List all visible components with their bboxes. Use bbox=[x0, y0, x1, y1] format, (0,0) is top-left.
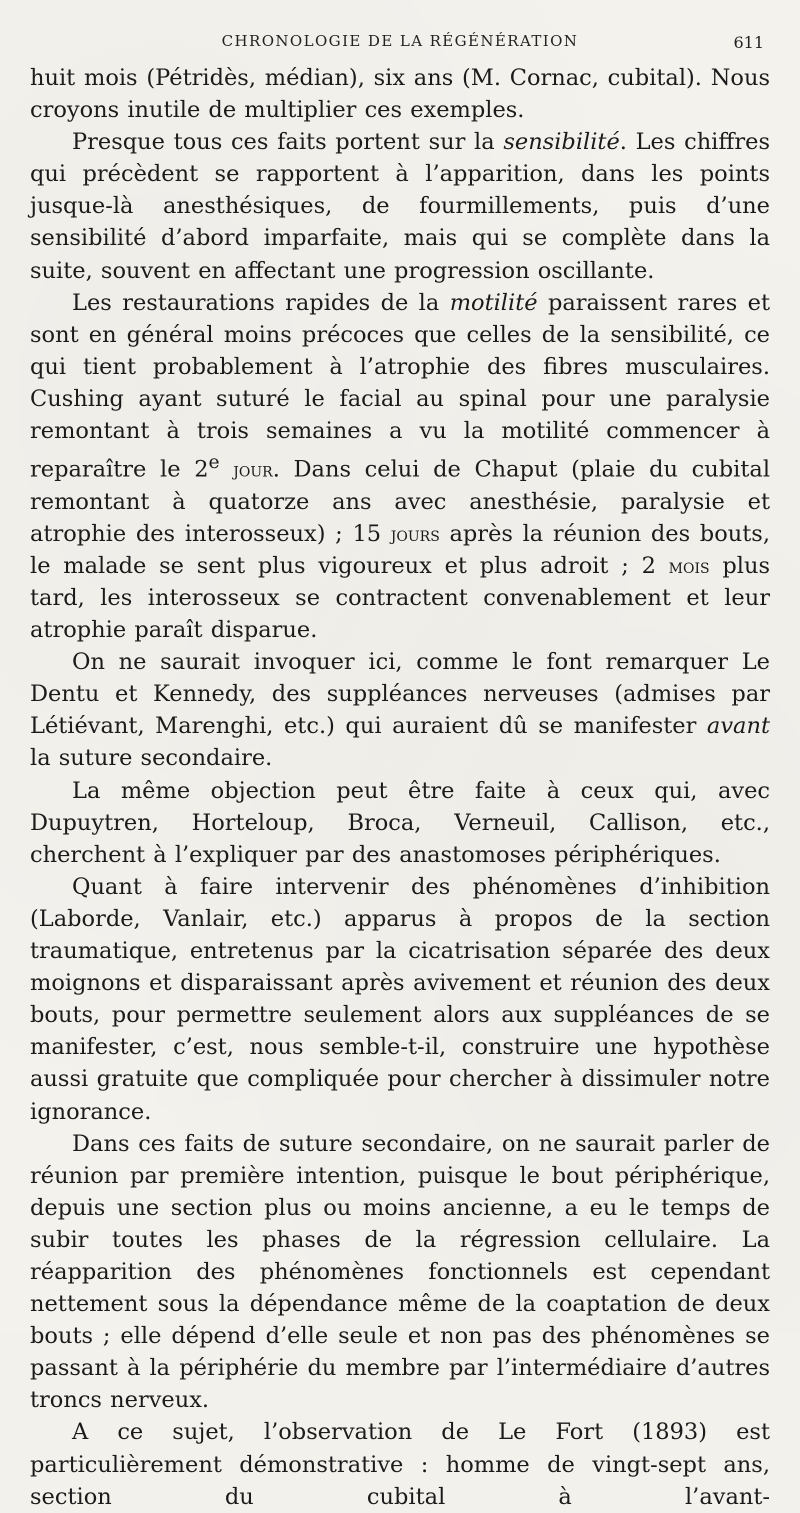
body-text bbox=[30, 62, 770, 1513]
ordinal-suffix: e bbox=[208, 452, 220, 474]
paragraph-3-text-b: paraissent rares et sont en général moins précoces que celles de la sensibilité, ce qui tient probablement à l’atrophie des fibres musculaires. Cushing ayant suturé le facial au spinal pour une paralysie remontant à trois semaines a vu la motilité commencer à reparaître le bbox=[30, 289, 771, 483]
paragraph-2-text-end: . Les chiffres qui précèdent se rapportent à l’apparition, dans les points jusque-là anesthésiques, de fourmillements, puis d’une sensibilité d’abord imparfaite, mais qui se complète dans la suite, souvent en affectant une progression oscillante. bbox=[30, 129, 770, 284]
paragraph-8 bbox=[30, 1416, 770, 1512]
paragraph-1-text: huit mois (Pétridès, médian), six ans (M. Cornac, cubital). Nous croyons inutile de multiplier ces exemples. bbox=[30, 65, 770, 124]
paragraph-8-text: A ce sujet, l’observation de Le Fort (1893) est particulièrement démonstrative : homme de vingt-sept ans, section du cubital à l’avant- bbox=[30, 1419, 770, 1510]
months-number: 2 bbox=[641, 552, 656, 579]
paragraph-4-text-start: On ne saurait invoquer ici, comme le font remarquer Le Dentu et Kennedy, des suppléances nerveuses (admises par Létiévant, Marenghi, etc.) qui auraient dû se manifester bbox=[30, 649, 770, 740]
paragraph-3-text-c: . Dans celui de Chaput (plaie du cubital remontant à quatorze ans avec anesthésie, paralysie et atrophie des interosseux) ; bbox=[30, 456, 771, 547]
paragraph-7-text: Dans ces faits de suture secondaire, on ne saurait parler de réunion par première intention, puisque le bout périphérique, depuis une section plus ou moins ancienne, a eu le temps de subir toutes les phases de la régression cellulaire. La réapparition des phénomènes fonctionnels est cependant nettement sous la dépendance même de la coaptation de deux bouts ; elle dépend d’elle seule et non pas des phénomènes se passant à la périphérie du membre par l’intermédiaire d’autres troncs nerveux. bbox=[30, 1130, 770, 1414]
unit-jours: jours bbox=[390, 521, 440, 546]
paragraph-2 bbox=[30, 126, 770, 286]
running-header bbox=[30, 0, 770, 62]
days-number: 15 bbox=[352, 520, 382, 547]
paragraph-1 bbox=[30, 62, 770, 126]
emphasis-sensibilite: sensibilité bbox=[503, 129, 620, 156]
emphasis-avant: avant bbox=[706, 713, 770, 740]
emphasis-motilite: motilité bbox=[449, 289, 538, 316]
paragraph-2-text-start: Presque tous ces faits portent sur la bbox=[72, 129, 504, 156]
paragraph-3-text-a: Les restaurations rapides de la bbox=[72, 289, 450, 316]
paragraph-4 bbox=[30, 646, 770, 774]
paragraph-4-text-end: la suture secondaire. bbox=[30, 745, 273, 772]
paragraph-6-text: Quant à faire intervenir des phénomènes d’inhibition (Laborde, Vanlair, etc.) apparus à propos de la section traumatique, entretenus par la cicatrisation séparée des deux moignons et disparaissant après avivement et réunion des deux bouts, pour permettre seulement alors aux suppléances de se manifester, c’est, nous semble-t-il, construire une hypothèse aussi gratuite que compliquée pour chercher à dissimuler notre ignorance. bbox=[30, 873, 770, 1125]
unit-jour: jour bbox=[233, 457, 273, 482]
paragraph-5 bbox=[30, 775, 770, 871]
paragraph-3 bbox=[30, 287, 770, 647]
paragraph-5-text: La même objection peut être faite à ceux qui, avec Dupuytren, Horteloup, Broca, Verneuil, Callison, etc., cherchent à l’expliquer par des anastomoses périphériques. bbox=[30, 777, 770, 868]
running-title: CHRONOLOGIE DE LA RÉGÉNÉRATION bbox=[221, 32, 579, 50]
paragraph-6 bbox=[30, 871, 770, 1128]
paragraph-3-text-e: plus tard, les interosseux se contractent convenablement et leur atrophie paraît disparue. bbox=[30, 552, 771, 644]
day-number: 2 bbox=[194, 456, 209, 483]
page-number: 611 bbox=[733, 33, 764, 52]
paragraph-3-text-d: après la réunion des bouts, le malade se sent plus vigoureux et plus adroit ; bbox=[30, 520, 770, 579]
paragraph-7 bbox=[30, 1128, 770, 1417]
unit-mois: mois bbox=[668, 553, 710, 578]
